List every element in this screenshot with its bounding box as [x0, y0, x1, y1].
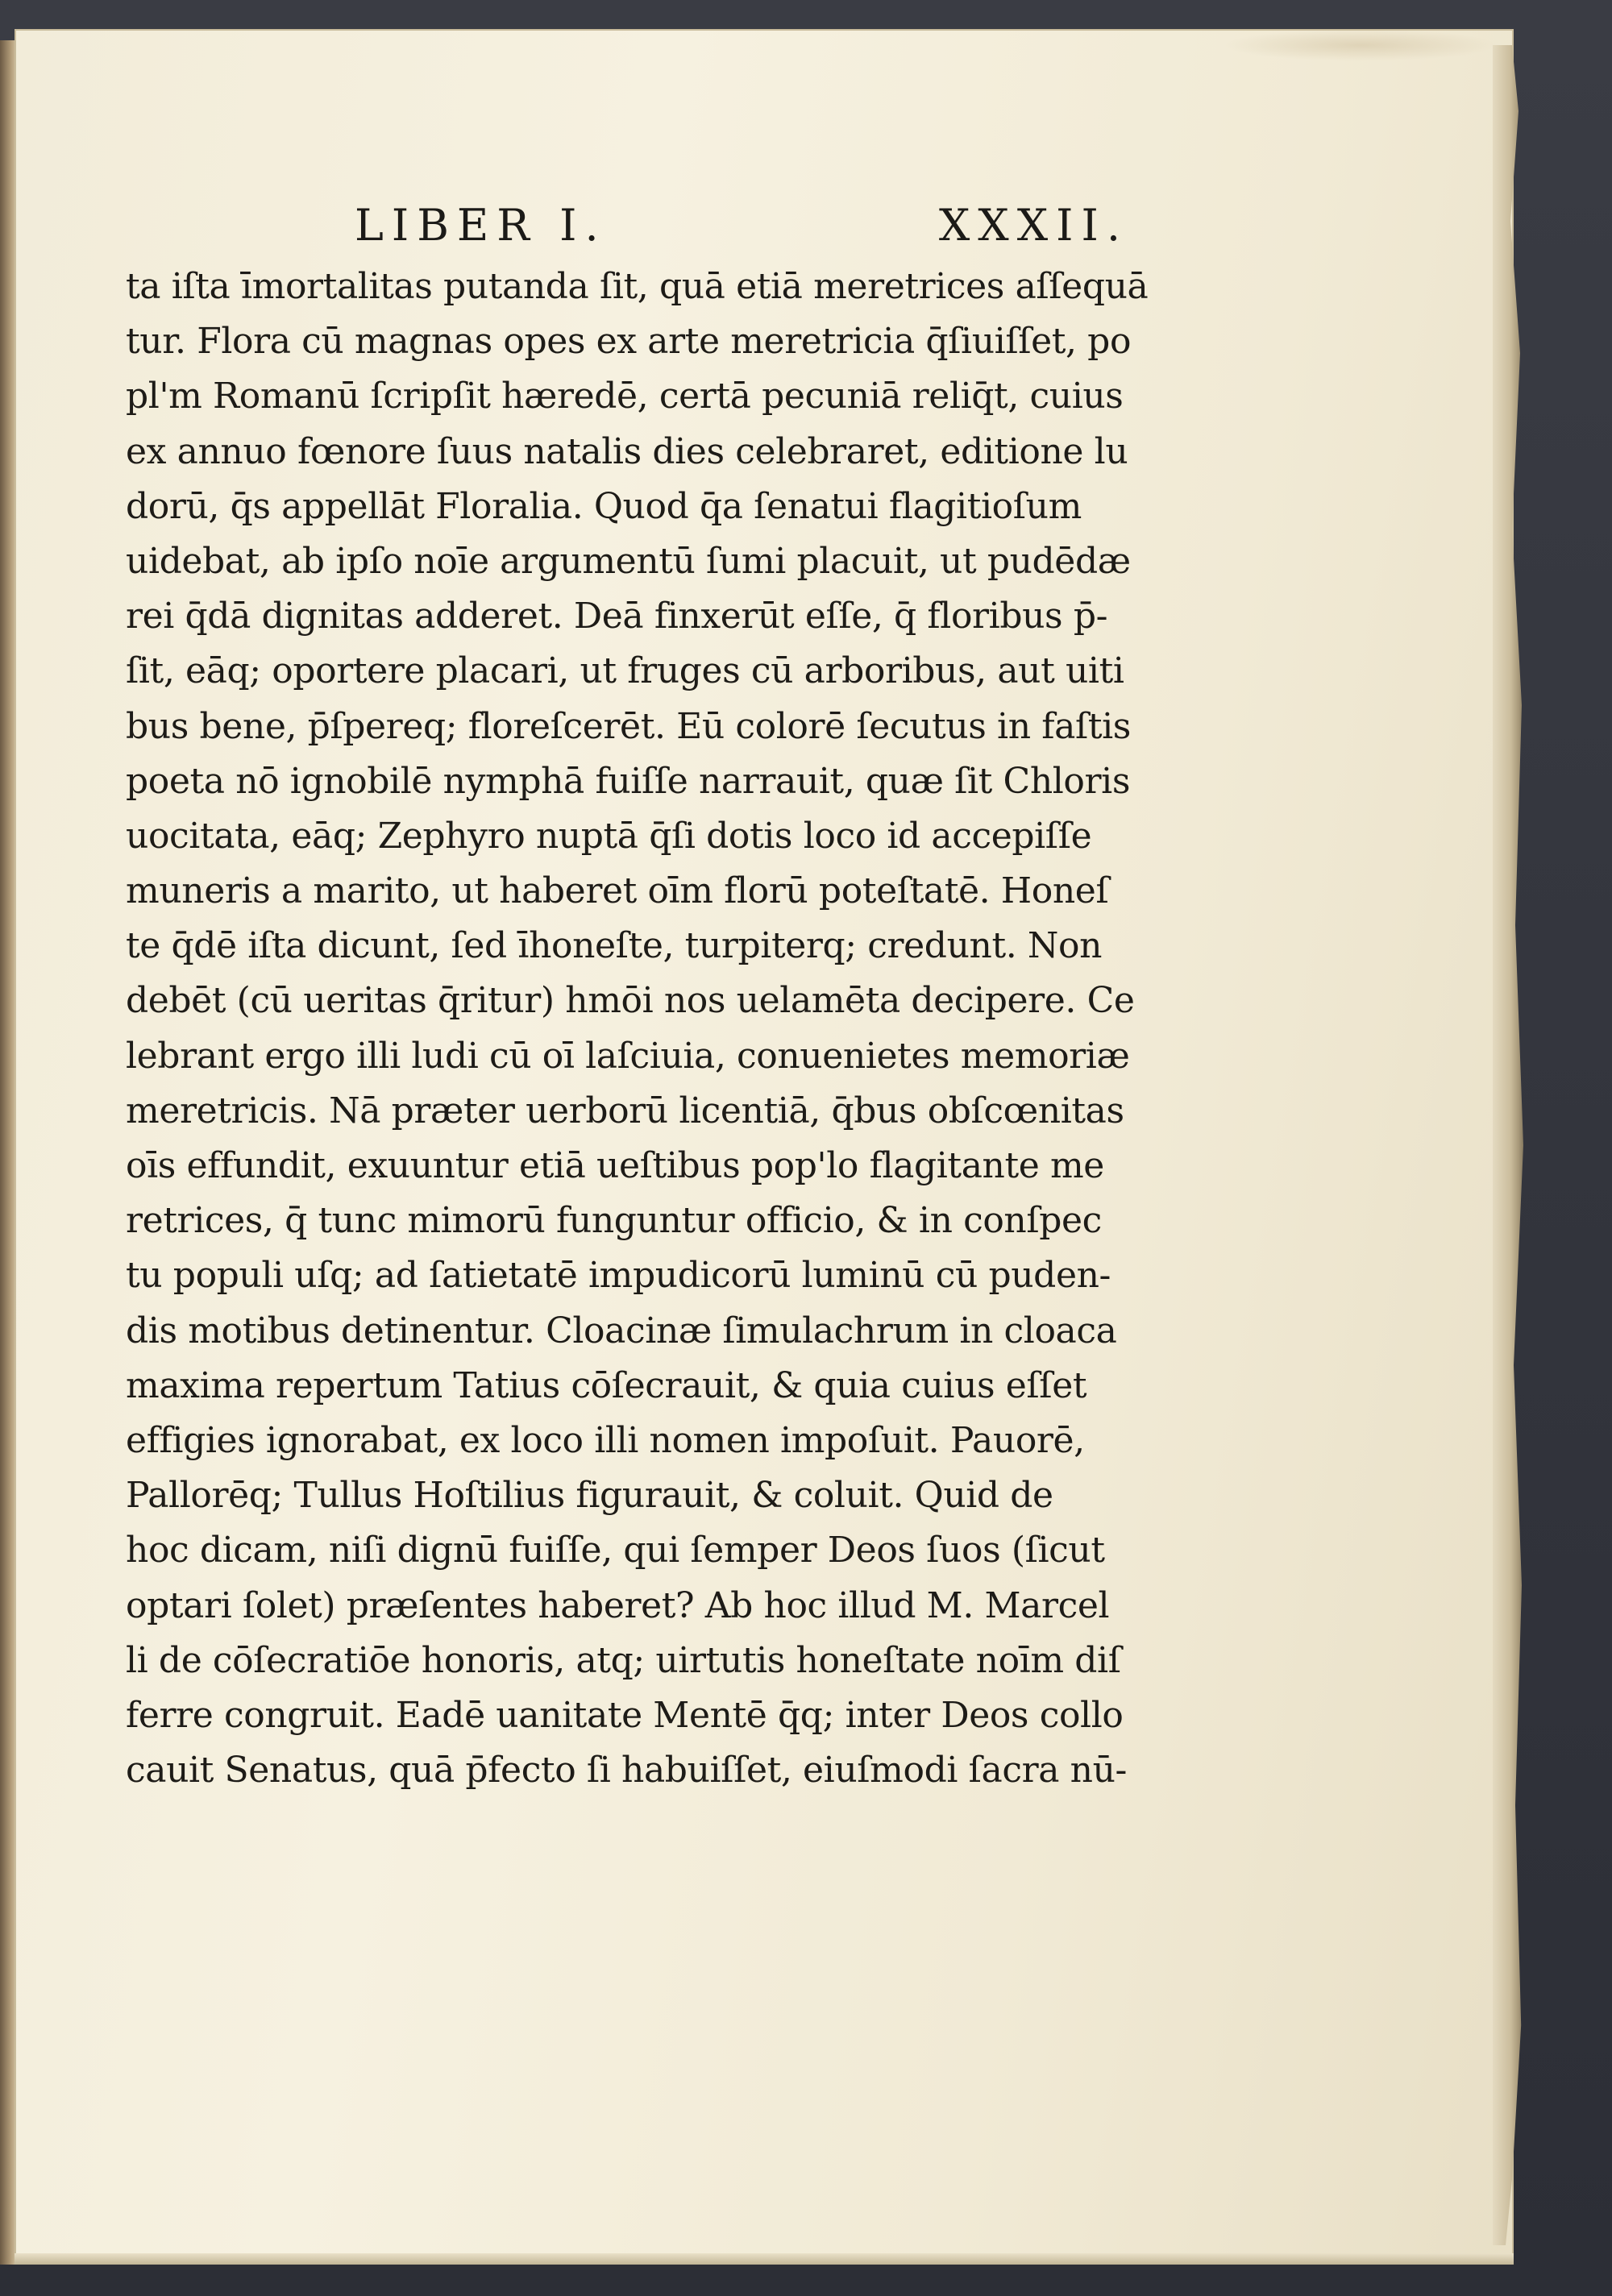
- text-line: Pallorēq; Tullus Hoſtilius figurauit, & coluit. Quid de: [126, 1475, 1053, 1517]
- text-line: effigies ignorabat, ex loco illi nomen impoſuit. Pauorē,: [126, 1419, 1085, 1461]
- text-line: muneris a marito, ut haberet oīm florū poteſtatē. Honeſ: [126, 870, 1109, 912]
- text-line: te q̄dē iſta dicunt, ſed īhoneſte, turpiterq; credunt. Non: [126, 925, 1103, 967]
- running-head: [355, 200, 1128, 256]
- text-line: hoc dicam, niſi dignū fuiſſe, qui ſemper Deos ſuos (ſicut: [126, 1530, 1105, 1571]
- text-line: uidebat, ab ipſo noīe argumentū ſumi placuit, ut pudēdæ: [126, 540, 1131, 582]
- running-head-folio-number: XXXII.: [938, 200, 1128, 251]
- page-bottom-edge: [15, 2253, 1514, 2265]
- text-line: oīs effundit, exuuntur etiā ueſtibus pop'lo flagitante me: [126, 1145, 1104, 1186]
- page-stain: [1224, 29, 1498, 61]
- body-text: [126, 259, 1149, 1798]
- text-line: ferre congruit. Eadē uanitate Mentē q̄q; inter Deos collo: [126, 1694, 1124, 1736]
- text-line: tu populi uſq; ad ſatietatē impudicorū luminū cū puden-: [126, 1255, 1111, 1297]
- text-line: ex annuo fœnore ſuus natalis dies celebraret, editione lu: [126, 430, 1128, 472]
- text-line: retrices, q̄ tunc mimorū funguntur officio, & in conſpec: [126, 1200, 1102, 1242]
- text-line: ta iſta īmortalitas putanda ſit, quā etiā meretrices aſſequā: [126, 266, 1149, 307]
- running-head-book-title: LIBER I.: [355, 200, 607, 251]
- text-line: poeta nō ignobilē nymphā fuiſſe narrauit, quæ ſit Chloris: [126, 760, 1131, 802]
- text-line: maxima repertum Tatius cōſecrauit, & quia cuius eſſet: [126, 1364, 1087, 1406]
- text-line: cauit Senatus, quā p̄fecto ſi habuiſſet, eiuſmodi ſacra nū-: [126, 1750, 1127, 1792]
- text-line: dis motibus detinentur. Cloacinæ ſimulachrum in cloaca: [126, 1310, 1117, 1351]
- text-line: pl'm Romanū ſcripſit hæredē, certā pecuniā reliq̄t, cuius: [126, 376, 1124, 417]
- text-line: dorū, q̄s appellāt Floralia. Quod q̄a ſenatui flagitioſum: [126, 485, 1082, 527]
- text-line: tur. Flora cū magnas opes ex arte meretricia q̄ſiuiſſet, po: [126, 321, 1132, 363]
- text-line: optari ſolet) præſentes haberet? Ab hoc illud M. Marcel: [126, 1584, 1110, 1626]
- text-line: meretricis. Nā præter uerborū licentiā, q̄bus obſcœnitas: [126, 1090, 1124, 1131]
- text-line: lebrant ergo illi ludi cū oī laſciuia, conuenietes memoriæ: [126, 1035, 1130, 1077]
- text-line: ſit, eāq; oportere placari, ut fruges cū arboribus, aut uiti: [126, 650, 1124, 692]
- text-line: li de cōſecratiōe honoris, atq; uirtutis honeſtate noīm diſ: [126, 1639, 1121, 1681]
- text-line: uocitata, eāq; Zephyro nuptā q̄ſi dotis loco id accepiſſe: [126, 815, 1092, 857]
- text-line: bus bene, p̄ſpereq; floreſcerēt. Eū colorē ſecutus in faſtis: [126, 705, 1131, 747]
- text-line: rei q̄dā dignitas adderet. Deā finxerūt eſſe, q̄ floribus p̄-: [126, 596, 1108, 637]
- text-line: debēt (cū ueritas q̄ritur) hmōi nos uelamēta decipere. Ce: [126, 980, 1135, 1022]
